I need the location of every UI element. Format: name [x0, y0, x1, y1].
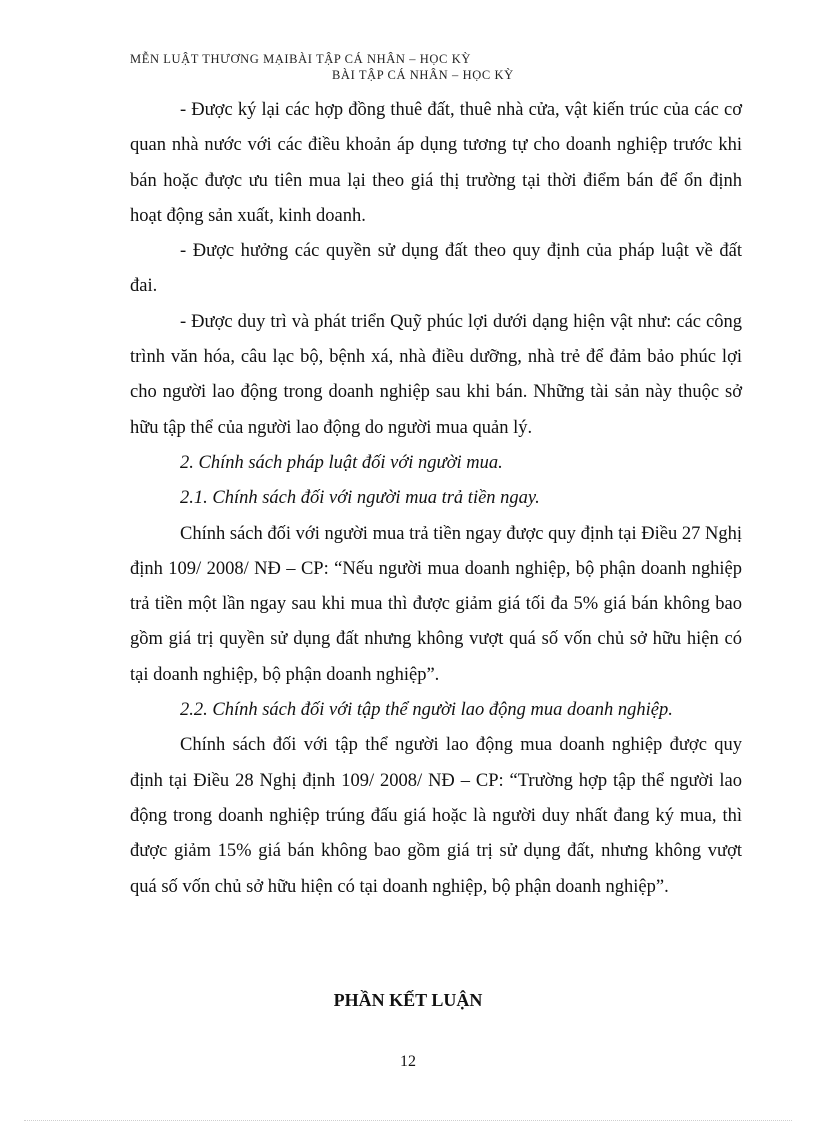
- conclusion-heading: PHẦN KẾT LUẬN: [333, 990, 483, 1010]
- paragraph-article-28: Chính sách đối với tập thể người lao động mua doanh nghiệp được quy định tại Điều 28 Nghị định 109/ 2008/ NĐ – CP: “Trường hợp tập thể người lao động trong doanh nghiệp trúng đấu giá hoặc là người duy nhất đang ký mua, thì được giảm 15% giá bán không bao gồm giá trị sử dụng đất, nhưng không vượt quá số vốn chủ sở hữu hiện có tại doanh nghiệp, bộ phận doanh nghiệp”.: [130, 735, 742, 897]
- page-bottom-border: [24, 1120, 792, 1121]
- subsection-heading-collective-workers: 2.2. Chính sách đối với tập thể người lao động mua doanh nghiệp.: [180, 700, 673, 721]
- paragraph-land-lease: - Được ký lại các hợp đồng thuê đất, thuê nhà cửa, vật kiến trúc của các cơ quan nhà nước với các điều khoản áp dụng tương tự cho doanh nghiệp trước khi bán hoặc được ưu tiên mua lại theo giá thị trường tại thời điểm bán để ổn định hoạt động sản xuất, kinh doanh.: [130, 100, 742, 226]
- section-heading-buyer-policy: 2. Chính sách pháp luật đối với người mua.: [180, 452, 503, 473]
- running-header-line-1: MỄN LUẬT THƯƠNG MẠIBÀI TẬP CÁ NHÂN – HỌC KỲ: [130, 52, 471, 66]
- page-number: 12: [400, 1053, 416, 1070]
- subsection-heading-immediate-payment: 2.1. Chính sách đối với người mua trả tiền ngay.: [180, 488, 540, 509]
- running-header-line-2: BÀI TẬP CÁ NHÂN – HỌC KỲ: [332, 68, 514, 82]
- paragraph-article-27: Chính sách đối với người mua trả tiền ngay được quy định tại Điều 27 Nghị định 109/ 2008/ NĐ – CP: “Nếu người mua doanh nghiệp, bộ phận doanh nghiệp trả tiền một lần ngay sau khi mua thì được giảm giá tối đa 5% giá bán không bao gồm giá trị quyền sử dụng đất nhưng không vượt quá số vốn chủ sở hữu hiện có tại doanh nghiệp, bộ phận doanh nghiệp”.: [130, 523, 742, 685]
- document-body: [130, 93, 742, 905]
- paragraph-land-use-rights: - Được hưởng các quyền sử dụng đất theo quy định của pháp luật về đất đai.: [130, 241, 742, 297]
- paragraph-welfare-fund: - Được duy trì và phát triển Quỹ phúc lợi dưới dạng hiện vật như: các công trình văn hóa, câu lạc bộ, bệnh xá, nhà điều dưỡng, nhà trẻ để đảm bảo phúc lợi cho người lao động trong doanh nghiệp sau khi bán. Những tài sản này thuộc sở hữu tập thể của người lao động do người mua quản lý.: [130, 311, 742, 438]
